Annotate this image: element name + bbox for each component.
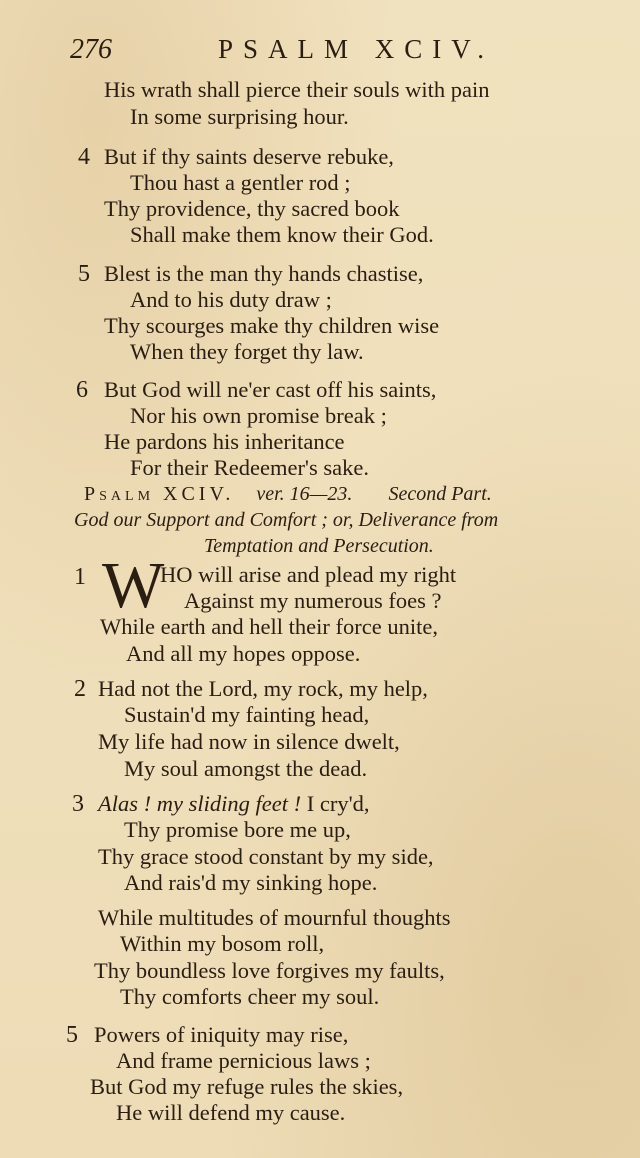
verse-line: Blest is the man thy hands chastise, [104, 261, 424, 286]
verse-line: And to his duty draw ; [130, 287, 332, 312]
stanza-number: 3 [72, 791, 84, 817]
verse-line: He pardons his inheritance [104, 429, 345, 454]
verse-line: For their Redeemer's sake. [130, 455, 369, 480]
verse-line: His wrath shall pierce their souls with pain [104, 77, 490, 102]
verse-line: Thou hast a gentler rod ; [130, 170, 351, 195]
verse-line: And rais'd my sinking hope. [124, 870, 378, 895]
verse-line: But if thy saints deserve rebuke, [104, 144, 394, 169]
verse-line: Against my numerous foes ? [184, 588, 442, 613]
part-subtitle-c: Temptation and Persecution. [204, 535, 434, 557]
verse-line: Sustain'd my fainting head, [124, 702, 370, 727]
part-subtitle-b: Deliverance from [358, 509, 499, 531]
verse-italic-phrase: Alas ! my sliding feet ! [98, 791, 302, 816]
verse-line: My life had now in silence dwelt, [98, 729, 400, 754]
verse-line: And all my hopes oppose. [126, 641, 361, 666]
running-head: PSALM XCIV. [218, 34, 495, 64]
stanza-number: 6 [76, 377, 88, 403]
verse-line: Thy grace stood constant by my side, [98, 844, 434, 869]
stanza-number: 2 [74, 676, 86, 702]
verse-line: Powers of iniquity may rise, [94, 1022, 349, 1047]
verse-line [98, 790, 370, 818]
verse-line: Shall make them know their God. [130, 222, 434, 247]
part-psalm: Psalm XCIV. [84, 483, 235, 505]
verse-line: While multitudes of mournful thoughts [98, 905, 451, 930]
stanza-number: 5 [78, 261, 90, 287]
part-label: Second Part. [388, 483, 492, 505]
verse-line: Thy scourges make thy children wise [104, 313, 440, 338]
drop-cap: W [102, 549, 165, 622]
part-subtitle-a: God our Support and Comfort ; or, [74, 509, 354, 531]
verse-line: Had not the Lord, my rock, my help, [98, 676, 428, 701]
page-number: 276 [70, 34, 112, 65]
stanza-number: 4 [78, 144, 90, 170]
verse-line: And frame pernicious laws ; [116, 1048, 371, 1073]
verse-line: Thy promise bore me up, [124, 817, 351, 842]
stanza-number: 5 [66, 1022, 78, 1048]
verse-line: While earth and hell their force unite, [100, 614, 438, 639]
verse-line: He will defend my cause. [116, 1100, 346, 1125]
verse-line: My soul amongst the dead. [124, 756, 368, 781]
stanza-number: 1 [74, 564, 86, 590]
part-subtitle [74, 509, 498, 532]
verse-line: Thy boundless love forgives my faults, [94, 958, 445, 983]
verse-line: HO will arise and plead my right [160, 562, 457, 587]
part-heading [84, 483, 492, 506]
verse-line-rest: I cry'd, [301, 791, 370, 816]
verse-line: Thy comforts cheer my soul. [120, 984, 380, 1009]
verse-line: But God will ne'er cast off his saints, [104, 377, 437, 402]
verse-line: When they forget thy law. [130, 339, 364, 364]
verse-line: But God my refuge rules the skies, [90, 1074, 404, 1099]
page-header [0, 28, 640, 68]
verse-line: Thy providence, thy sacred book [104, 196, 400, 221]
verse-line: In some surprising hour. [130, 104, 349, 129]
verse-line: Nor his own promise break ; [130, 403, 387, 428]
verse-line: Within my bosom roll, [120, 931, 325, 956]
part-verses: ver. 16—23. [256, 483, 353, 505]
